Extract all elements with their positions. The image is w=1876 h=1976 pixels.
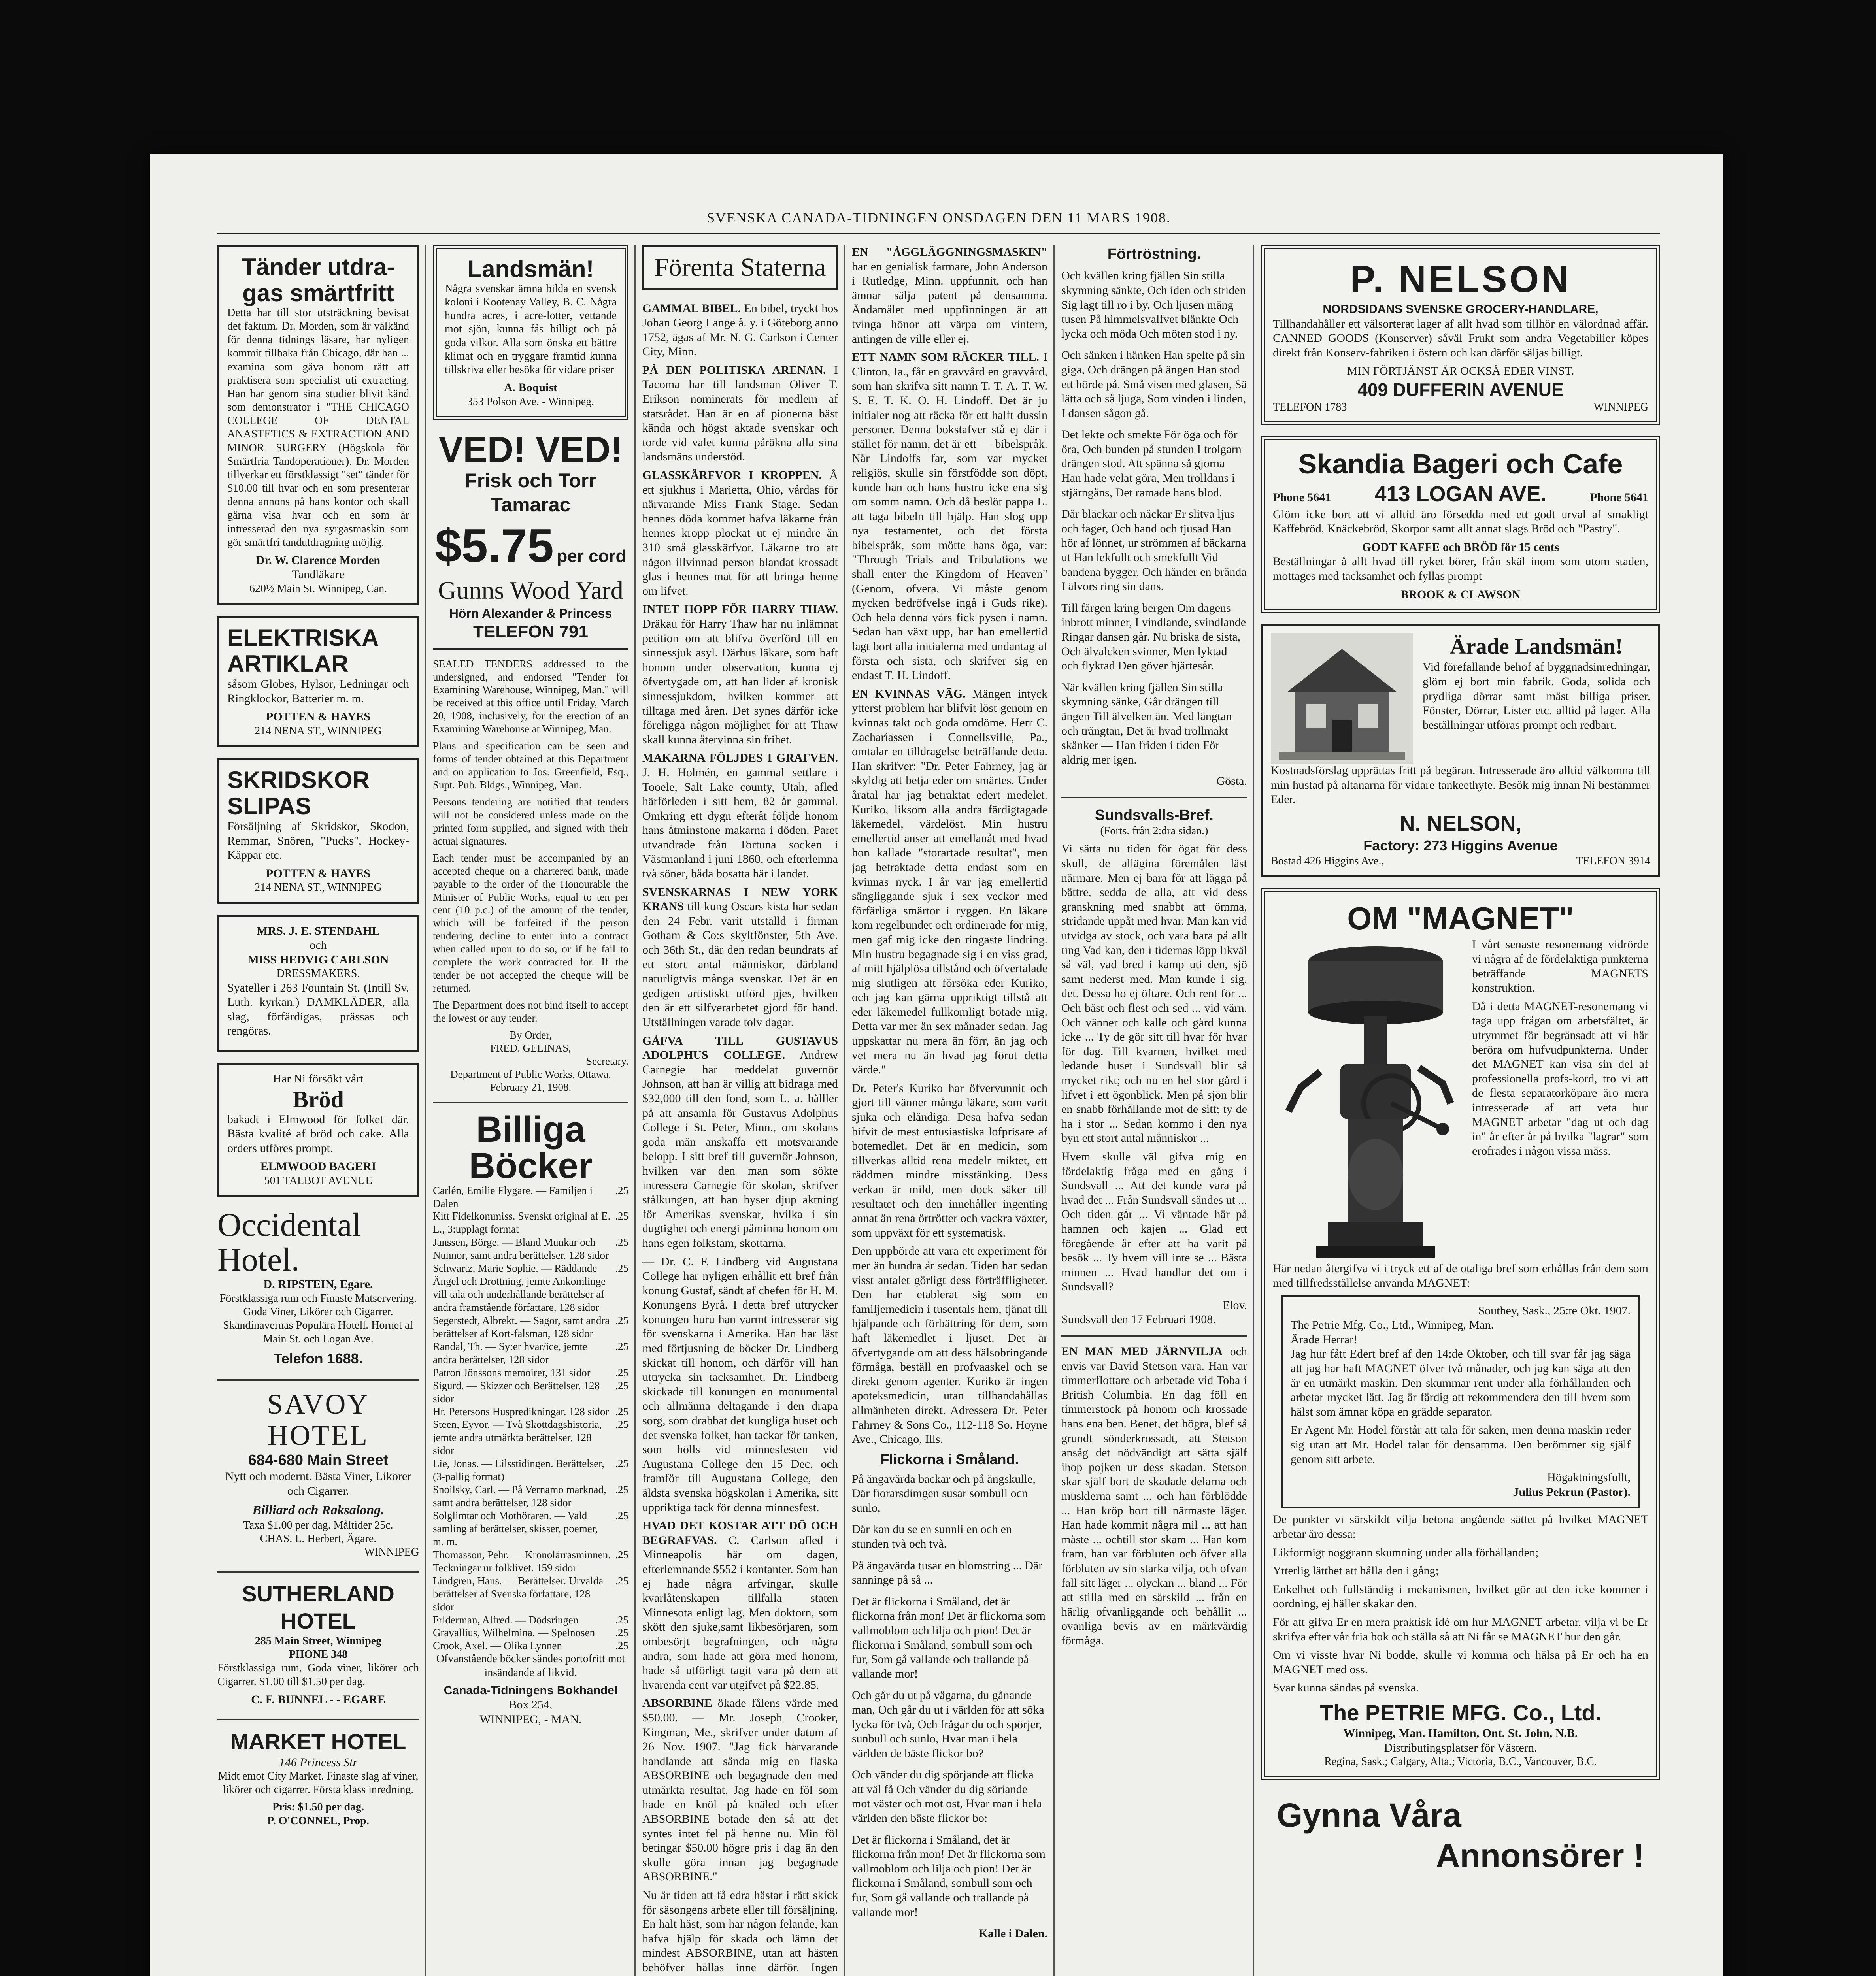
ad-body: Nytt och modernt. Bästa Viner, Likörer och Cigarrer. [225,1470,411,1497]
news-item [642,468,838,598]
poem-stanza: Och sänken i hänken Han spelte på sin giga, Och drängen på ängen Han stod ett hörde på. Små visen med glasen, Sä lätta och så ljuga, Som vinden i linden, I dansen sågon gå. [1061,349,1247,420]
ad-title: VED! VED! [438,429,623,470]
news-text: till kung Oscars kista har sedan den 24 Febr. varit utställd i firman Gotham & Co:s skyltfönster, 5th Ave. och 36th St., där den redan beundrats af ett stort antal människor, därbland naturligtvis många svenskar. Det är en gedigen artistiskt utförd pjes, hvilken den är ett silfverarbetet gjord för hand. Utställningen varade tolv dagar. [642,900,838,1029]
magnet-point: För att gifva Er en mera praktisk idé om hur MAGNET arbetar, vilja vi be Er skrifva efter vår fria bok och ställa så att Ni får se MAGNET hur den går. [1273,1615,1648,1643]
news-head: PÅ DEN POLITISKA ARENAN. [642,363,826,377]
ad-bocker [433,1111,628,1727]
ad-title: Ärade Landsmän! [1450,634,1623,659]
ad-owner: C. F. BUNNEL - - EGARE [251,1693,385,1706]
poem-stanza: Där kan du se en sunnli en och en stunden tvà och tvà. [852,1523,1012,1550]
masthead: SVENSKA CANADA-TIDNINGEN ONSDAGEN DEN 11 MARS 1908. [217,209,1660,234]
poem-stanza: Det är flickorna i Småland, det är flickorna från mon! Det är flickorna som vallmoblom och lilja och pion! Det är flickorna i Småland, sombull som och fur, Som gå vallande och trallande på vallande mor! [852,1833,1046,1919]
book-item [433,1483,628,1509]
news-head: ETT NAMN SOM RÄCKER TILL. [852,351,1039,364]
article-text: Hvem skulle väl gifva mig en fördelaktig fråga med en gång i Sundsvall ... Att det kunde vara på hvad det ... Från Sundsvall sändes ut ... Och tiden går ... Vi väntade här på hamnen och kajen ... Glad ett föregående år efter att ha varit på besök ... Ty hvem vill inte se ... Bästa minnen ... Hvad handlar det om i Sundsvall? [1061,1150,1247,1293]
book-title: Randal, Th. — Sy:er hvar/ice, jemte andra berättelser, 128 sidor [433,1340,587,1365]
letter-body: Jag hur fått Edert bref af den 14:de Oktober, och till svar får jag säga att jag har haft MAGNET öfver två månader, och jag kan säga att den är en utmärkt maskin. Den skummar rent under alla förhållanden och arbetar mycket lätt. Jag är färdig att rekommendera den till hvem som hälst som ämnar köpa en grädde separator. [1291,1347,1631,1418]
book-item [433,1626,628,1639]
section-header [642,245,838,290]
news-item [642,363,838,464]
news-items [642,302,838,1976]
ad-ved [433,431,628,650]
ad-phone: Phone 5641 [1273,490,1331,504]
ad-elektriska [217,616,419,747]
ad-city: WINNIPEG [364,1546,419,1559]
ad-pre: Har Ni försökt vårt [273,1072,364,1085]
divider [433,1102,628,1103]
news-text: C. Carlson afled i Minneapolis här om dagen, efterlemnande $552 i kontanter. Som han ej hade några arfvingar, skulle kvarlåtenskapen tillfalla staten Minnesota enligt lag. Men doktorn, som skött den sjuke,samt likbesörjaren, som ombesörjt begrafningen, och några andra, som hade att göra med honom, hade så utförligt tagit vara på dem att hvarenda cent var utgifvet på $22.85. [642,1533,838,1691]
ad-brod [217,1063,419,1197]
tender-text: Each tender must be accompanied by an accepted cheque on a chartered bank, made payable to the order of the Honourable the Minister of Public Works, equal to ten per cent (10 p.c.) of the amount of the tender, which will be forfeited if the person tendering decline to enter into a contract when called upon to do so, or if he fail to complete the work contracted for. If the tender be not accepted the cheque will be returned. [433,852,628,994]
news-item [852,245,1047,346]
tender-sign: Department of Public Works, Ottawa, February 21, 1908. [450,1068,611,1093]
book-price: .25 [615,1340,628,1352]
tender-text: The Department does not bind itself to accept the lowest or any tender. [433,999,628,1024]
tender-sign: FRED. GELINAS, [490,1042,571,1054]
book-item [433,1509,628,1548]
book-item [433,1639,628,1652]
tender-notice [433,658,628,1094]
ad-body: Några svenskar ämna bilda en svensk koloni i Kootenay Valley, B. C. Några hundra acres, i acre-lotter, vettande mot sjön, kunna fås billigt och på goda vilkor. Alla som önska ett bättre klimat och en tryggare framtid kunna tillskriva eller besöka för vidare priser [445,283,617,376]
book-title: Kitt Fidelkommiss. Svenskt original af E. L., 3:upplagt format [433,1210,611,1235]
news-head: INTET HOPP FÖR HARRY THAW. [642,603,838,616]
book-item [433,1614,628,1627]
book-item [433,1314,628,1340]
ad-title: Billiga Böcker [469,1109,593,1186]
news-item [852,1081,1047,1241]
poem-stanza: Där bläckar och näckar Er slitva ljus och fager, Och hand och tjusad Han hör af lönnet, ur strömmen af bäckarna ut Han lekfullt och smekfullt Vid bandena bygger, Och händer en brända I älvors ring sin dans. [1061,507,1247,593]
ad-unit: per cord [557,547,627,566]
book-item [433,1574,628,1614]
book-price: .25 [615,1574,628,1587]
ad-owner: P. O'CONNEL, Prop. [267,1814,369,1827]
article-sign: Elov. [1222,1298,1247,1312]
ad-body: Förstklassiga rum och Finaste Matservering. Goda Viner, Likörer och Cigarrer. Skandinavernas Populära Hotell. Hörnet af Main St. och Logan Ave. [219,1292,417,1345]
magnet-point: Svar kunna sändas på svenska. [1273,1681,1419,1695]
news-head: ABSORBINE [642,1697,712,1710]
poem-stanza: Det lekte och smekte För öga och för öra, Och bunden på stunden I trolgarn drängen stod. Att spänna så gjorna Han hade velat göra, Men trolldans i stjärngåns, Det ramade hans blod. [1061,428,1242,499]
news-text: Mängen intyck ytterst problem har blifvit löst genom en kvinnas takt och goda omdöme. Herr C. Zacharíassen i Connellsville, Pa., omtalar en tilldragelse beträffande detta. Han skrifver: "Dr. Peter Fahrney, jag är skyldig att betja eder om smärtes. Under åratal har jag betraktat edert medelet. Kuriko, liksom alla andra färdigtagade läkemedel, värdelöst. Min hustru emellertid anser att emellanåt med hvad hon kallade "storartade resultat", men jag betraktade detta endast som en kvinnas nyck. I år var jag emellertid sängliggande sjuk i sex veckor med förfärliga smärtor i ryggen. En läkare kom regelbundet och ordinerade för mig, men gaf mig icke den ringaste lindring. Min hustru begagnade sig i en viss grad, af mitt hjälplösa tillstånd och öfvertalade mig slutligen att försöka eder Kuriko, och jag kan gärna uppriktigt tillstå att eder läkemedel fullkomligt botade mig. Detta var mer än sex månader sedan. Jag uppskattar nu mera än förr, än jag och vet mera nu än hvad jag förut detta värde." [852,687,1047,1077]
book-price: .25 [615,1262,628,1275]
magnet-point: Likformigt noggrann skumning under alla förhållanden; [1273,1546,1539,1559]
news-item [642,602,838,747]
ad-title: OM "MAGNET" [1347,900,1574,936]
ad-price: $5.75 [435,519,554,573]
book-title: Hr. Petersons Huspredikningar. 128 sidor [433,1405,609,1418]
ad-stendahl [217,915,419,1052]
ad-order: Ofvanstående böcker sändes portofritt mot insändande af likvid. [436,1653,625,1679]
letter-name: Julius Pekrun (Pastor). [1513,1485,1631,1499]
ad-corner: Hörn Alexander & Princess [449,606,612,620]
ad-magnet [1261,888,1660,1780]
news-text: Dräkau för Harry Thaw har nu inlämnat petition om att blifva överförd till en sinnessjuk asyl. Därhus läkare, som haft honom under observation, kunna ej öfvertygade om, att han lider af kronisk sinnessjukdom, hvilken kommer att tilltaga med åren. Det synes därför icke föreligga någon möjlighet för att Thaw skall kunna återvinna sin frihet. [642,617,838,746]
magnet-point: Enkelhet och fullständig i mekanismen, hvilket gör att den icke kommer i oordning, ej häller skakar den. [1273,1582,1648,1610]
ad-body: Förstklassiga rum, Goda viner, likörer och Cigarrer. $1.00 till $1.50 per dag. [217,1662,419,1688]
book-price: .25 [615,1640,628,1652]
ad-title: SKRIDSKOR SLIPAS [227,767,370,820]
news-item [642,1255,838,1515]
ad-body: Tillhandahåller ett välsorterat lager af allt hvad som tillhör en välordnad affär. CANNED GOODS (Konserver) såväl Frukt som andra Vegetabilier köpes direkt från Konserv-fabriken i östern och kan därför säljas billigt. [1273,317,1648,359]
ad-phone: TELEFON 3914 [1576,854,1650,867]
book-title: Carlén, Emilie Flygare. — Familjen i Dalen [433,1184,593,1209]
book-item [433,1457,628,1483]
poem-title: Förtröstning. [1107,246,1201,262]
news-text: I Clinton, Ia., får en gravvård en gravvård, som han skrifva sitt namn T. T. A. T. W. S. E. T. K. O. H. Lindoff. Det är ju initialer nog att räcka för ett halft dussin personer. Denna bokstafver stå ej där i stället för namn, det är ett — bibelspråk. När Lindoffs far, som var mycket religiös, skulle sin förstfödde son döpt, kunde han och hans hustru icke ena sig om somm namn. Och då beslöt pappa L. att taga bibeln till hjälp. Han slog upp nya testamentet, och det första bibelspråk, som mötte hans öga, var: "Through Trials and Tribulations we shall enter the Kingdom of Heaven" (Genom, ofvera, Vi måste genom mycken bedröfvelse ingå i Guds rike). Och hela denna vårs fick pysen i namn. Sedan han växt upp, har han emellertid lagt bort alla initialerna med undantag af första och sista, och skrifver sig en endast T. H. Lindoff. [852,351,1047,682]
ad-motto: MIN FÖRTJÄNST ÄR OCKSÅ EDER VINST. [1347,364,1574,378]
ad-n-nelson [1261,624,1660,877]
ad-role: Tandläkare [292,568,345,581]
news-text: Andrew Carnegie har meddelat guvernör Johnson, att han är villig att bidraga med $32,000 till den fond, som L. a. hålller på att ansamla för Gustavus Adolphus College i St. Peter, Minn., om skolans goda män anskaffa ett motsvarande belopp. I sitt bref till guvernör Johnson, hvilken var den man som sökte intressera Carnegie för skolan, skrifver stålkungen, att han hyser djup aktning för Amerikas svenskar, hvilka i sin dugtighet och energi påminna honom om hans egen folkstam, skottarna. [642,1048,838,1250]
ad-line: Gynna Våra [1277,1796,1461,1834]
ad-body: De punkter vi särskildt vilja betona angående sättet på hvilket MAGNET arbetar äro dessa: [1273,1513,1648,1540]
book-title: Crook, Axel. — Olika Lynnen [433,1640,562,1652]
ad-address: 146 Princess Str [279,1755,358,1769]
ad-phone: Phone 5641 [1590,490,1648,504]
testimonial-letter [1281,1295,1640,1509]
ad-body: I vårt senaste resonemang vidrörde vi några af de fördelaktiga punkterna beträffande MAGNETS konstruktion. [1472,938,1648,995]
ad-title: Tänder utdra-gas smärtfritt [242,254,395,306]
book-item [433,1236,628,1262]
ad-address: 413 LOGAN AVE. [1374,482,1547,506]
news-item [642,751,838,881]
book-price: .25 [615,1314,628,1326]
ad-extra: Billiard och Raksalong. [252,1503,384,1518]
news-item [642,1696,838,1884]
book-title: Thomasson, Pehr. — Kronolärrasminnen. Teckningar ur folklivet. 159 sidor [433,1548,611,1574]
news-text: Den uppbörde att vara ett experiment för mer än hundra år sedan. Tiden har sedan visst antalet görligt dess förträffligheter. Den har etablerat sig som en familjemedicin i tusentals hem, tjänat till hjälpande och förbättring för dem, som haft läkemedlet i ljuset. Det är öfvertygande om att dess hälsobringande förmåga, beställ en profvaaskel och se direkt genom agenter. Kuriko är ingen apoteksmedicin, utan tillhandahållas allmänheten direkt. Adressera Dr. Peter Fahrney & Sons Co., 112-118 So. Hoyne Ave., Chicago, Ills. [852,1244,1047,1446]
column-4 [852,245,1047,1976]
ad-title: ELEKTRISKA ARTIKLAR [227,624,378,677]
ad-firm: POTTEN & HAYES [266,710,370,724]
book-price: .25 [615,1366,628,1378]
poem-signature: Gösta. [1216,775,1247,788]
ad-rates: Taxa $1.00 per dag. Måltider 25c. [243,1519,393,1531]
book-price: .25 [615,1379,628,1391]
article-sign: Sundsvall den 17 Februari 1908. [1061,1313,1216,1326]
news-head: MAKARNA FÖLJDES I GRAFVEN. [642,751,838,765]
book-item [433,1405,628,1418]
letter-body: Er Agent Mr. Hodel förstår att tala för saken, men denna maskin reder sig utan att Mr. Hodel talar för densamma. Den berömmer sig själf genom sitt arbete. [1291,1424,1631,1466]
ad-market [217,1728,419,1828]
ad-city: WINNIPEG [1593,401,1648,414]
ad-city: WINNIPEG, - MAN. [479,1712,582,1726]
ad-body: Beställningar å allt hvad till ryket börer, från skäl inom som utom staden, mottages med tacksamhet och fyllas prompt [1273,555,1648,583]
ad-title: Occidental Hotel. [217,1207,361,1278]
book-item [433,1184,628,1210]
book-title: Schwartz, Marie Sophie. — Räddande Ängel och Drottning, jemte Ankomlinge vill tala och underhållande berättelser af andra framstående författare, 128 sidor [433,1262,606,1314]
book-item [433,1418,628,1457]
letter-close: Högaktningsfullt, [1547,1471,1631,1484]
book-title: Solglimtar och Mothöraren. — Vald samling af berättelser, skisser, poemer, m. m. [433,1510,598,1548]
poem-stanza: Och går du ut på vägarna, du gånande man, Och går du ut i världen för att söka lycka för två, Och frågar du och spörjer, sunbull och sunlo, Hvar man i hela världen de bäste flickor bo? [852,1689,1044,1760]
news-item [852,1451,1047,1468]
book-price: .25 [615,1548,628,1561]
ad-factory: Factory: 273 Higgins Avenue [1363,837,1558,854]
book-item [433,1262,628,1314]
book-item [433,1548,628,1574]
news-head: GLASSKÄRFVOR I KROPPEN. [642,469,822,482]
news-text: och envis var David Stetson vara. Han var timmerflottare och arbetade vid Toba i British Columbia. En dag föll en timmerstock på honom och krossade hans ena ben. Benet, det högra, blef så grundt sönderkrossadt, att Stetson ansåg det nödvändigt att sätta själf ihop pojken ur dess skadan. Stetson skar själf bort de skadade delarna och musklerna samt ... och han förblödde ... Han kröp bort till närmaste läger. Han hade kommit några mil ... att han måste ... ochtill stor skam ... Han kom fram, han var förbluten och öfver alla förbluten av sin starka vilja, och ofvan fall sitt läger ... olyckan ... bland ... För att stilla med en särskild ... från en härlig ofvanliggande och behållit ... ovanliga bevis av en märkvärdig förmåga. [1061,1345,1247,1647]
ad-sub: Tamarac [491,494,571,516]
column-5 [1061,245,1247,1976]
ad-firm: Gunns Wood Yard [438,576,623,604]
news-text: Dr. Peter's Kuriko har öfvervunnit och gjort till vänner många läkare, som varit sjuka och eländiga. Desa hafva sedan bifvit de mest entusiastiska lofprisare af botemedlet. Det är en medicin, som tillverkas alltid rena medelr miktet, ett räddmen mindre misstänking. Dess verkan är mild, men dock säker till resultatet och den innehåller ingenting annat än rena örtrötter och vackra växter, som uppväxt för ett systematisk. [852,1081,1047,1239]
ad-sub: NORDSIDANS SVENSKE GROCERY-HANDLARE, [1323,303,1599,316]
news-text: J. H. Holmén, en gammal settlare i Tooele, Salt Lake county, Utah, afled härförleden i sitt hem, 82 år gammal. Omkring ett dygn efteråt följde honom hans åtminstone makarna i döden. Paret utvandrade från Tortuna socken i Västmanland i juni 1860, och efterlemna två söner, båda bosatta här i landet. [642,766,838,881]
ad-title: P. NELSON [1350,258,1571,300]
news-item [852,350,1047,683]
book-item [433,1210,628,1236]
section-title: Förenta Staterna [654,253,826,282]
ad-address: 684-680 Main Street [248,1452,389,1469]
ad-phone: Telefon 1688. [274,1350,363,1367]
article-text: Vi sätta nu tiden för ögat för dess skull, de allägina föremålen läst närmare. Men ej bara för att lägga på bättre, sedda de alla, att vid dess granskning med snabbt att ömma, stridande uppåt med hvar. Man kan vid utvidga av stock, och vara bara på allt ting Vad kan, den i tidernas löpp likväl så väl, vad bred i kamp uti den, sjö samt nederst med. Man kunde i sig, det. Dessa ho ej öftare. Och rent för ... Och bäst och flest och sed ... vid värn. Och vänner och kalle och gård kunna icke ... Ty de gör sitt till hvar för hvar för dag. Till kvarnen, hvilket med ledande huset i Sundsvall blir så mycket rikt; och nu en hel stor gård i lifvet i ett ögonblick. Men på sjön blir en snabb förhållande mot de sitt; ty de ha i stor ... Sedan kommo i den nya byn ett stort antal människor ... [1061,842,1247,1145]
ad-name: N. NELSON, [1399,811,1522,835]
column-2 [433,245,628,1976]
ad-body: Kostnadsförslag upprättas fritt på begäran. Intresserade äro alltid välkomna till min hustad på altanarna för vidare tankeethyte. Besök mig innan Ni bestämmer Eder. [1271,764,1650,806]
cream-separator-illustration [1273,937,1463,1261]
news-text: En bibel, tryckt hos Johan Georg Lange å. y. i Göteborg anno 1752, ägas af Mr. N. G. Carlson i Center City, Minn. [642,302,838,358]
ad-box: Box 254, [509,1698,553,1712]
ad-address: 620½ Main St. Winnipeg, Can. [249,583,387,595]
ad-occidental [217,1208,419,1367]
ad-name: A. Boquist [504,381,558,394]
tender-sign: By Order, [510,1029,552,1041]
news-head: GÅFVA TILL GUSTAVUS ADOLPHUS COLLEGE. [642,1034,838,1062]
book-title: Steen, Eyvor. — Två Skottdagshistoria, jemte andra utmärkta berättelser, 128 sidor [433,1418,602,1457]
ad-body: GODT KAFFE och BRÖD för 15 cents [1362,540,1559,554]
poem-fortrostning [1061,269,1247,767]
book-title: Friderman, Alfred. — Dödsringen [433,1614,579,1626]
ad-phone: TELEFON 1783 [1273,401,1347,414]
poem-stanza: När kvällen kring fjällen Sin stilla skymning sänke, Går drängen till ängen Till älvelken än. Med längtan och trängtan, Det är hvad trollmakt skänker — Han friden i tiden För aldrig mer igen. [1061,681,1232,766]
ad-body: Vid förefallande behof af byggnadsinredningar, glöm ej bort min fabrik. Goda, solida och prydliga dörrar samt mäst billiga priser. Fönster, Dörrar, Lister etc. alltid på lager. Alla beställningar utföras prompt och redbart. [1423,660,1650,732]
divider [1061,797,1247,798]
ad-name: Dr. W. Clarence Morden [256,553,381,567]
news-item [642,885,838,1030]
ad-dist: Distributingsplatser för Västern. [1384,1741,1537,1754]
book-price: .25 [615,1236,628,1248]
news-text: Nu är tiden att få edra hästar i rätt skick för säsongens arbete eller till försäljning. En halt häst, som har någon felande, kan hafva hjälp för skada och lämn det mindest ABSORBINE, utan att hästen behöfver hållas inne därför. Ingen [642,1889,838,1974]
news-text: Å ett sjukhus i Marietta, Ohio, vårdas för närvarande Miss Frank Stage. Sedan hennes döda kommet hafva läkarne från hennes kropp plockat ut ej mindre än 310 små glasskärfvor. Läkarne tro att någon illvinnad person blandat krossadt glas i hennes mat för att bringa henne om lifvet. [642,469,838,598]
poem-stanza: Till färgen kring bergen Om dagens inbrott minner, I vindlande, svindlande Ringar dansen går. Nu briska de sista, Och älvalcken svinner, Men lyktad och flyktad Den göver hjärtesår. [1061,601,1246,673]
book-price: .25 [615,1484,628,1496]
article-title: Sundsvalls-Bref. [1095,807,1214,824]
ad-address: 214 NENA ST., WINNIPEG [255,881,382,894]
ad-title: MARKET HOTEL [230,1729,406,1754]
book-title: Lindgren, Hans. — Berättelser. Urvalda berättelser af Svenska författare, 128 sidor [433,1574,604,1613]
ad-p-nelson [1261,245,1660,425]
ad-body: Midt emot City Market. Finaste slag af viner, likörer och cigarrer. Första klass inredning. [218,1770,419,1796]
ad-body: såsom Globes, Hylsor, Ledningar och Ringklockor, Batterier m. m. [227,677,409,705]
news-item [852,1244,1047,1446]
ad-owner: D. RIPSTEIN, Egare. [263,1278,373,1291]
ad-line: och [310,939,327,952]
ad-body: Då i detta MAGNET-resonemang vi taga upp frågan om arbetsfältet, är utrymmet för begränsadt att vi här beröra om hufvudpunkterna. Under det MAGNET kan visa sin del af professionella profs-kord, tro vi att de flesta separatorköpare äro mera intresserade af att veta hur MAGNET arbetar "dag ut och dag in" år efter år på hvilka "lagrar" som erofrades i någon vissa mäss. [1472,999,1648,1158]
column-rule [844,245,845,1976]
poem-stanza: Det är flickorna i Småland, det är flickorna från mon! Det är flickorna som vallmoblom och lilja och pion! Det är flickorna i Småland, sombull som och fur, Som gå vallande och trallande på vallande mor! [852,1595,1046,1680]
tender-sign: Secretary. [586,1055,628,1067]
column-rule [1053,245,1055,1976]
divider [1061,1335,1247,1337]
ad-rates: Pris: $1.50 per dag. [272,1801,364,1814]
book-title: Segerstedt, Albrekt. — Sagor, samt andra berättelser af Kort-falsman, 128 sidor [433,1314,610,1339]
column-rule [1253,245,1254,1976]
ad-address: 501 TALBOT AVENUE [264,1174,372,1187]
ad-address: 285 Main Street, Winnipeg [255,1635,382,1648]
ad-sutherland [217,1580,419,1707]
ad-title: SAVOY HOTEL [267,1388,370,1451]
book-title: Janssen, Börge. — Bland Munkar och Nunnor, samt andra berättelser. 128 sidor [433,1236,609,1261]
poem-stanza: På ängavärda backar och på ängskulle, Där fiorarsdimgen susar sombull ocn sunlo, [852,1472,1036,1514]
ad-branches: Regina, Sask.; Calgary, Alta.; Victoria, B.C., Vancouver, B.C. [1324,1755,1597,1768]
book-title: Snoilsky, Carl. — På Vernamo marknad, samt andra berättelser, 128 sidor [433,1484,606,1509]
news-items [852,245,1047,1468]
news-item [642,1888,838,1976]
ad-address: 409 DUFFERIN AVENUE [1357,379,1564,400]
column-rule [634,245,636,1976]
ad-address: 353 Polson Ave. - Winnipeg. [467,395,595,408]
book-item [433,1340,628,1366]
ad-home: Bostad 426 Higgins Ave., [1271,854,1384,867]
news-item [642,1034,838,1251]
ad-gynna [1261,1791,1660,1880]
news-head: GAMMAL BIBEL. [642,302,741,315]
book-price: .25 [615,1457,628,1470]
ad-skridskor [217,758,419,904]
book-price: .25 [615,1418,628,1431]
news-head: EN MAN MED JÄRNVILJA [1061,1345,1223,1358]
ad-sub: Frisk och Torr [465,469,596,492]
book-price: .25 [615,1627,628,1639]
ad-phone: PHONE 348 [289,1648,348,1661]
divider [217,1719,419,1720]
book-price: .25 [615,1184,628,1196]
ad-body: Försäljning af Skridskor, Skodon, Remmar, Snören, "Pucks", Hockey-Käppar etc. [227,820,409,862]
ad-skandia [1261,436,1660,613]
column-6 [1261,245,1660,1976]
book-title: Sigurd. — Skizzer och Berättelser. 128 sidor [433,1379,600,1405]
tender-text: Plans and specification can be seen and forms of tender obtained at this Department and on application to Jos. Greenfield, Esq., Supt. Pub. Bldgs., Winnipeg, Man. [433,740,628,791]
magnet-points [1273,1546,1648,1695]
ad-firm: POTTEN & HAYES [266,867,370,880]
ad-owner: CHAS. L. Herbert, Ägare. [260,1533,377,1545]
ad-firm: The PETRIE MFG. Co., Ltd. [1319,1700,1602,1725]
book-title: Patron Jönssons memoirer, 131 sidor [433,1366,591,1378]
book-price: .25 [615,1614,628,1626]
book-price: .25 [615,1510,628,1522]
ad-body: Här nedan återgifva vi i tryck ett af de otaliga bref som erhållas från dem som med tillfredsställelse använda MAGNET: [1273,1262,1648,1290]
ad-phone: TELEFON 791 [473,622,588,641]
poem-stanza: Och kvällen kring fjällen Sin stilla skymning sänkte, Och iden och striden Sig lagt till ro i by. Och ljusen mäng tusen På himmelsvalfvet blänkte Och lycka och möda Och möten stod i ny. [1061,269,1246,340]
article-subtitle: (Forts. från 2:dra sidan.) [1100,825,1208,837]
ad-line: MISS HEDVIG CARLSON [247,953,389,966]
ad-firm: ELMWOOD BAGERI [260,1160,376,1173]
news-head: EN "ÅGGLÄGGNINGSMASKIN" [852,245,1047,258]
column-3 [642,245,838,1976]
newspaper-page [150,154,1723,1976]
book-title: Lie, Jonas. — Lilsstidingen. Berättelser, (3-pallig format) [433,1457,604,1483]
poem-smaland [852,1472,1047,1920]
ad-tander [217,245,419,605]
divider [217,1571,419,1573]
book-item [433,1379,628,1405]
news-text: I Tacoma har till landsman Oliver T. Erikson nominerats för medlem af statsrådet. Han är en af pionerna bäst kända och högst aktade svenskar och torde vid valet kunna påräkna alla sina landsmäns understöd. [642,363,838,464]
tender-text: Persons tendering are notified that tenders will not be considered unless made on the printed form supplied, and signed with their actual signatures. [433,796,628,847]
news-item [642,302,838,359]
ad-body: Detta har till stor utsträckning bevisat det faktum. Dr. Morden, som är välkänd för denna tidnings läsare, har nyligen kommit tillbaka från Chicago, där han ... examina som gäva honom rätt att praktisera som specialist uti extracting. Han har genom sina studier blivit känd som demonstrator i "THE CHICAGO COLLEGE OF DENTAL ANASTETICS & EXTRACTION AND MINOR SURGERY (Högskola för Smärtfria Tandoperationer). Dr. Morden tillverkar ett förstklassigt "set" tänder för $10.00 till hvar och en som presenterar denna annons på hans kontor och skall gärna visa hvar och en som är intresserad den nya syrgasmaskin som gör smärtfri tandutdragning möjlig. [227,307,409,549]
news-head: SVENSKARNAS I NEW YORK KRANS [642,885,838,913]
book-price: .25 [615,1405,628,1418]
poem-signature: Kalle i Dalen. [978,1927,1047,1940]
ad-title: Bröd [292,1086,344,1112]
book-item [433,1366,628,1379]
ad-body: Syateller i 263 Fountain St. (Intill Sv. Luth. kyrkan.) DAMKLÄDER, alla slag, förfärdigas, prässas och rengöras. [227,981,409,1038]
book-price: .25 [615,1210,628,1222]
news-head: Flickorna i Småland. [880,1451,1019,1467]
news-text: har en genialisk farmare, John Anderson i Rutledge, Minn. uppfunnit, och han ämnar sälja patent på densamma. Ändamålet med uppfinningen är att tvinga hönor att värpa om vintern, antingen de ville eller ej. [852,260,1047,345]
news-text: — Dr. C. F. Lindberg vid Augustana College har nyligen erhållit ett bref från konung Gustaf, sändt af chefen för H. M. Konungens Byrå. I detta bref uttrycker konungen huru han varmt intresserar sig för svenskarna i Amerika. Han har läst med förtjusning de böcker Dr. Lindberg skickat till honom, och därför vill han uttrycka sin tacksamhet. Dr. Lindberg skickade till konungen en monumental och allmänna deltagande i den drapa sorg, som drabbat det kungliga huset och det svenska folket, han tackar för tanken, som hölls vid minnesfesten vid Augustana College den 15 Dec. och framför till Augustana College, den äldsta svenska högskolan i Amerika, sitt uppriktiga tack för denna minnesfest. [642,1255,838,1514]
news-text: ökade fålens värde med $50.00. — Mr. Joseph Crooker, Kingman, Me., skrifver under datum af 26 Nov. 1907. "Jag fick hårvarande handlande att sända mig en flaska ABSORBINE och begagnade den med utmärkta resultat. Jag hade en föl som hade en knöl på knäled och efter ABSORBINE botade den så att det syntes intet fel på henne nu. Min föl betingar $50.00 högre pris i dag än den skulle göra innan jag begagnade ABSORBINE." [642,1697,838,1884]
house-illustration [1271,633,1413,764]
ad-firm: BROOK & CLAWSON [1400,588,1521,601]
ad-title: Landsmän! [467,256,594,282]
letter-to: The Petrie Mfg. Co., Ltd., Winnipeg, Man. [1291,1318,1494,1332]
news-head: HVAD DET KOSTAR ATT DÖ OCH BEGRAFVAS. [642,1519,838,1547]
magnet-point: Om vi visste hvar Ni bodde, skulle vi komma och hälsa på Er och ha en MAGNET med oss. [1273,1648,1648,1676]
poem-stanza: På ängavärda tusar en blomstring ... Där sanninge på så ... [852,1559,1043,1587]
magnet-point: Ytterlig lätthet att hålla den i gång; [1273,1564,1439,1578]
ad-landsman [433,245,628,420]
ad-cities: Winnipeg, Man. Hamilton, Ont. St. John, N.B. [1343,1727,1578,1740]
ad-title: Skandia Bageri och Cafe [1298,449,1623,480]
ad-title: SUTHERLAND HOTEL [242,1581,394,1633]
letter-greet: Ärade Herrar! [1291,1333,1358,1346]
column-rule [425,245,426,1976]
book-title: Gravallius, Wilhelmina. — Spelnosen [433,1627,595,1639]
ad-body: Glöm icke bort att vi alltid äro försedda med ett godt urval af smakligt Kaffebröd, Knäckebröd, Skorpor samt allt annat slags Bröd och "Pastry". [1273,507,1648,535]
ad-savoy [217,1389,419,1559]
letter-head: Southey, Sask., 25:te Okt. 1907. [1478,1304,1631,1317]
ad-firm: Canada-Tidningens Bokhandel [444,1684,618,1697]
ad-address: 214 NENA ST., WINNIPEG [255,724,382,737]
tender-text: SEALED TENDERS addressed to the undersigned, and endorsed "Tender for Examining Warehouse, Winnipeg, Man." will be received at this office until Friday, March 20, 1908, inclusively, for the erection of an Examining Warehouse at Winnipeg, Man. [433,658,628,735]
ad-line: MRS. J. E. STENDAHL [257,924,380,937]
news-item [852,687,1047,1077]
ad-line: DRESSMAKERS. [276,967,360,980]
news-item [642,1519,838,1692]
ad-line: Annonsörer ! [1436,1837,1644,1874]
news-head: EN KVINNAS VÄG. [852,687,966,700]
book-list [433,1184,628,1653]
ad-body: bakadt i Elmwood för folket där. Bästa kvalité af bröd och cake. Alla orders utföres prompt. [227,1112,409,1155]
divider [217,1379,419,1381]
column-1 [217,245,419,1976]
poem-stanza: Och vänder du dig spörjande att flicka att väl få Och vänder du dig söriande mot väster och mot ost, Hvar man i hela världen den bäste flickor bo: [852,1768,1042,1825]
